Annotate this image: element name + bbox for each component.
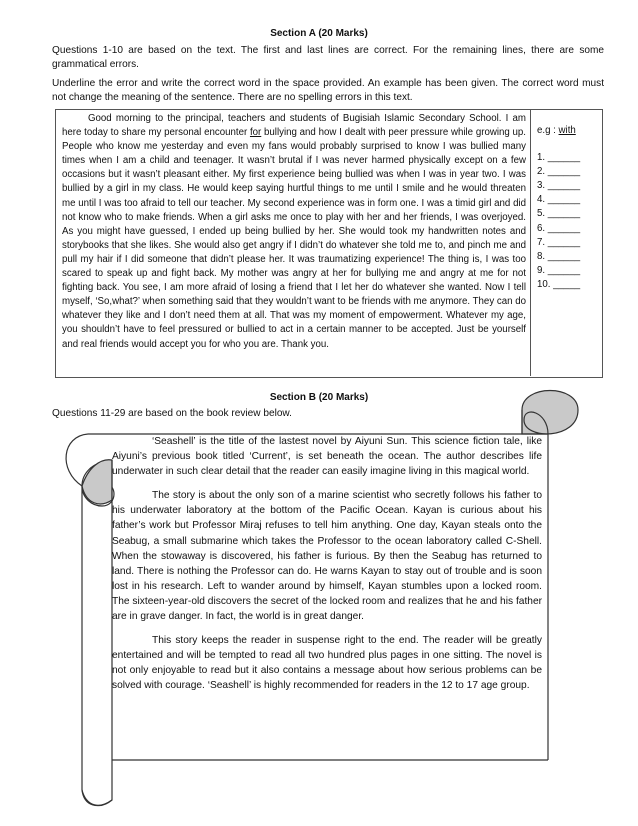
passage-text-part-1: Good morning to the principal, teachers and students of Bugisiah Islamic Secondary School. I am here today to share my personal encounter bbox=[62, 113, 526, 139]
answer-blank-10[interactable]: 10. _____ bbox=[537, 278, 581, 290]
section-b-title: Section B (20 Marks) bbox=[269, 392, 369, 403]
answer-blank-9[interactable]: 9. ______ bbox=[537, 264, 581, 276]
answer-blank-8[interactable]: 8. ______ bbox=[537, 250, 581, 262]
review-paragraph-2: The story is about the only son of a marine scientist who secretly follows his father to his underwater laboratory at the bottom of the Pacific Ocean. Kayan is curious about his father’s work but Professor Miraj refuses to tell him anything. One day, Kayan steals onto the Seabug, a small submarine which takes the Professor to the ocean laboratory called C-Shell. When the stowaway is discovered, his father is furious. By then the Seabug has returned to land. There is nothing the Professor can do. He warns Kayan to stay out of trouble and is soon lost in his research. Left to wander around by himself, Kayan stumbles upon a locked room. The sixteen-year-old discovers the secret of the locked room and realizes that he and his father are in grave danger. In fact, the world is in great danger. bbox=[112, 490, 542, 623]
example-word: with bbox=[558, 125, 576, 136]
review-paragraph-3: This story keeps the reader in suspense right to the end. The reader will be greatly entertained and will be tempted to read all two hundred plus pages in one sitting. The novel is not only enjoyable to read but it also contains a message about how serious problems can be solved with courage. ‘Seashell’ is highly recommended for readers in the 12 to 17 age group. bbox=[112, 635, 542, 692]
passage-text-part-2: bullying and how I dealt with peer pressure while growing up. People who know me yesterday and even my fans would probably surprised to know I was bullied many times when I am a child and teenager. It wasn’t brutal if I was never harmed physically except on a few occasions but it wasn’t pleasant either. My first experience being bullied was when I was in year two. I was bullied by a girl in my class. He would keep saying hurtful things to me until I smile and he would threaten me until I was too afraid to tell our teacher. My second experience was in form one. I was a timid girl and did not know who to make friends. When a girl asks me once to play with her and her friends, I was overjoyed. As you might have guessed, I ended up being bullied by her. She would took my handwritten notes and storybooks that she likes. She would also get angry if I didn’t do whatever she told me to, and pinch me and pull my hair if I did someone that didn’t please her. It was traumatizing experience! The thing is, I was too scared to speak up and fight back. My mother was angry at her for bullying me and angry at me for not fighting back. You see, I am more afraid of losing a friend that I let her do whatever she wanted. Now I tell myself, ‘So,what?’ when something said that they wouldn’t want to be friends with me anymore. They can do whatever they like and I don’t need them at all. That was my moment of empowerment. Whatever my age, you shouldn’t have to feel pressured or bullied to act in a certain manner to be accepted. Just be yourself and real friends would accept you for who you are. Thank you. bbox=[62, 127, 526, 350]
book-review bbox=[112, 434, 542, 703]
answer-blank-2[interactable]: 2. ______ bbox=[537, 166, 581, 178]
answer-blank-6[interactable]: 6. ______ bbox=[537, 222, 581, 234]
underlined-error-example: for bbox=[249, 127, 262, 139]
section-b-instructions: Questions 11-29 are based on the book review below. bbox=[52, 408, 292, 419]
review-paragraph-1: ‘Seashell’ is the title of the lastest novel by Aiyuni Sun. This science fiction tale, like Aiyuni’s previous book titled ‘Current’, is set beneath the ocean. The author describes life underwater in such clear detail that the reader can easily imagine living in this magical world. bbox=[112, 436, 542, 478]
answer-blank-1[interactable]: 1. ______ bbox=[537, 152, 581, 164]
section-a-instructions-1: Questions 1-10 are based on the text. The first and last lines are correct. For the remaining lines, there are some grammatical errors. bbox=[52, 45, 604, 71]
answer-blank-5[interactable]: 5. ______ bbox=[537, 208, 581, 220]
section-a-title: Section A (20 Marks) bbox=[270, 28, 368, 39]
answer-blank-3[interactable]: 3. ______ bbox=[537, 180, 581, 192]
section-a-instructions-2: Underline the error and write the correct word in the space provided. An example has been given. The correct word must not change the meaning of the sentence. There are no spelling errors in this text. bbox=[52, 78, 604, 104]
answer-blank-4[interactable]: 4. ______ bbox=[537, 194, 581, 206]
example-prefix: e.g : bbox=[537, 125, 559, 136]
answer-blank-7[interactable]: 7. ______ bbox=[537, 236, 581, 248]
